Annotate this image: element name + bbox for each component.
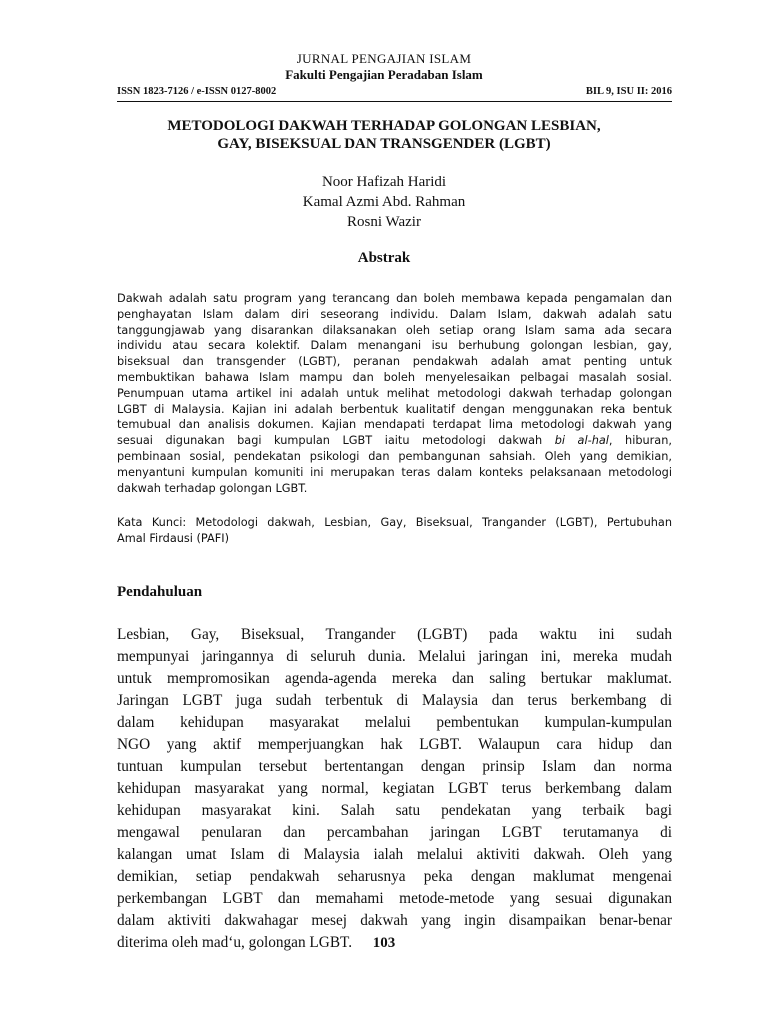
abstract-line-start: sesuai digunakan bagi kumpulan LGBT iaitu metodologi dakwah [117,434,555,448]
abstract-line: penghayatan Islam dalam diri seseorang individu. Dalam Islam, dakwah adalah satu [117,307,672,321]
abstract-line-mixed [117,433,672,449]
abstract-line: individu atau secara kolektif. Dalam menangani isu berhubung golongan lesbian, gay, [117,339,672,353]
body-line: kehidupan masyarakat yang normal, kegiatan LGBT terus berkembang dalam [117,780,672,797]
abstract-line: pembinaan sosial, pendekatan psikologi dan pembangunan sahsiah. Oleh yang demikian, [117,449,672,463]
body-line: Lesbian, Gay, Biseksual, Trangander (LGBT) pada waktu ini sudah [117,626,672,643]
journal-name: JURNAL PENGAJIAN ISLAM [296,51,472,66]
body-line: mempunyai jaringannya di seluruh dunia. Melalui jaringan ini, mereka mudah [117,648,672,665]
body-line: dalam kehidupan masyarakat melalui pembentukan kumpulan-kumpulan [117,714,672,731]
author-list [0,172,768,232]
italic-term: bi al-hal [554,434,609,448]
section-heading: Pendahuluan [117,584,203,600]
abstract-line: LGBT di Malaysia. Kajian ini adalah berbentuk kualitatif dengan menggunakan reka bentuk [117,402,672,416]
issue-number: BIL 9, ISU II: 2016 [585,86,672,97]
paper-title-line: METODOLOGI DAKWAH TERHADAP GOLONGAN LESBIAN, [167,118,601,134]
abstract-line: menyantuni kumpulan komuniti ini merupakan teras dalam konteks pelaksanaan metodologi [117,465,672,479]
body-line: untuk mempromosikan agenda-agenda mereka dan saling bertukar maklumat. [117,670,672,687]
header-divider [117,101,672,102]
body-line: tuntuan kumpulan tersebut bertentangan dengan prinsip Islam dan norma [117,758,672,775]
abstract-line: dakwah terhadap golongan LGBT. [117,481,308,495]
keywords-line [117,515,672,531]
abstract-line: Dakwah adalah satu program yang terancang dan boleh membawa kepada pengamalan dan [117,292,672,305]
body-paragraph [117,624,672,954]
body-line: diterima oleh mad‘u, golongan LGBT. [117,934,353,951]
keywords-label: Kata Kunci [117,516,183,529]
author-name: Kamal Azmi Abd. Rahman [302,194,466,210]
body-line: perkembangan LGBT dan memahami metode-metode yang sesuai digunakan [117,890,672,907]
keywords-text: : Metodologi dakwah, Lesbian, Gay, Biseksual, Trangander (LGBT), Pertubuhan [182,516,672,529]
body-line: Jaringan LGBT juga sudah terbentuk di Malaysia dan terus berkembang di [117,692,672,709]
abstract-line: Penumpuan utama artikel ini adalah untuk melihat metodologi dakwah terhadap golongan [117,386,672,400]
abstract-line: biseksual dan transgender (LGBT), peranan pendakwah adalah amat penting untuk [117,355,672,369]
paper-title-line: GAY, BISEKSUAL DAN TRANSGENDER (LGBT) [217,136,551,152]
abstract-text [117,291,672,496]
abstract-line: temubual dan analisis dokumen. Kajian mendapati terdapat lima metodologi dakwah yang [117,418,672,432]
abstract-heading: Abstrak [357,250,411,266]
faculty-name: Fakulti Pengajian Peradaban Islam [285,67,483,82]
issn-number: ISSN 1823-7126 / e-ISSN 0127-8002 [117,86,277,97]
abstract-line: membuktikan bahawa Islam mampu dan boleh menyelesaikan pelbagai masalah sosial. [117,370,672,384]
paper-title [100,117,668,153]
author-name: Noor Hafizah Haridi [321,174,447,190]
page-number: 103 [372,935,396,951]
keywords [117,515,672,547]
author-name: Rosni Wazir [347,214,421,230]
body-line: demikian, setiap pendakwah seharusnya peka dengan maklumat mengenai [117,868,672,885]
body-line: dalam aktiviti dakwahagar mesej dakwah yang ingin disampaikan benar-benar [117,912,672,929]
issn-row [117,86,672,100]
body-line: kalangan umat Islam di Malaysia ialah melalui aktiviti dakwah. Oleh yang [117,846,672,863]
keywords-line: Amal Firdausi (PAFI) [117,532,229,545]
abstract-line: tanggungjawab yang disarankan dilaksanakan oleh setiap orang Islam sama ada secara [117,323,672,337]
body-line: mengawal penularan dan percambahan jaringan LGBT terutamanya di [117,824,672,841]
abstract-line-end: , hiburan, [608,434,672,448]
body-line: kehidupan masyarakat kini. Salah satu pendekatan yang terbaik bagi [117,802,672,819]
body-line: NGO yang aktif memperjuangkan hak LGBT. Walaupun cara hidup dan [117,736,672,753]
